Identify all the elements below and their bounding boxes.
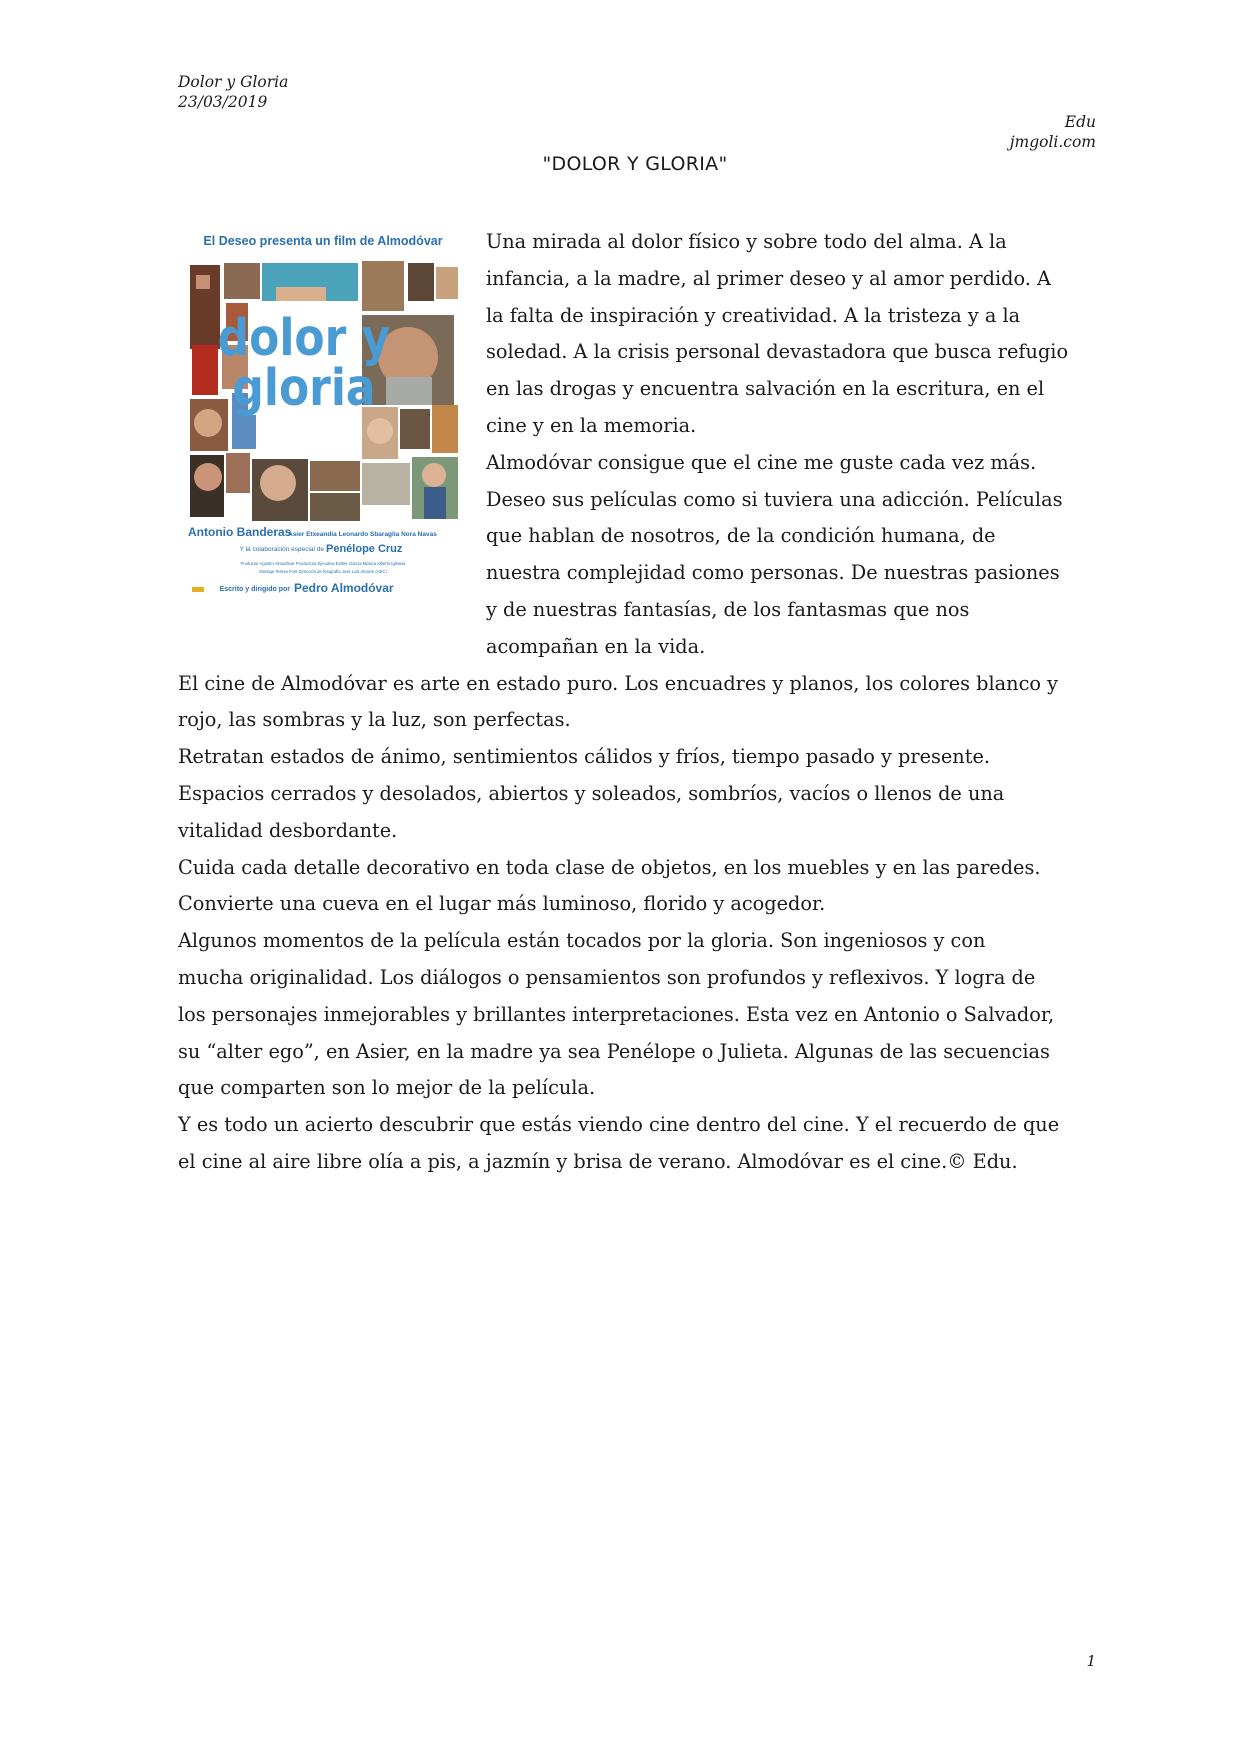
text-line: cine y en la memoria. — [486, 413, 697, 437]
poster-cast-rest: Asier Etxeandia Leonardo Sbaraglia Nora Navas — [288, 531, 437, 538]
text-line: Espacios cerrados y desolados, abiertos y soleados, sombríos, vacíos o llenos de una — [178, 781, 1005, 805]
header-doc-name: Dolor y Gloria — [178, 73, 289, 91]
text-line: y de nuestras fantasías, de los fantasmas que nos — [486, 597, 970, 621]
text-line: Cuida cada detalle decorativo en toda clase de objetos, en los muebles y en las paredes. — [178, 855, 1041, 879]
header-right — [1010, 112, 1096, 152]
page-number: 1 — [1086, 1652, 1096, 1670]
text-line: mucha originalidad. Los diálogos o pensamientos son profundos y reflexivos. Y logra de — [178, 965, 1036, 989]
header-date: 23/03/2019 — [178, 93, 268, 111]
poster-credits-1: Productor Agustín Almodóvar Productora Ejecutiva Esther García Música Alberto Iglesias — [240, 561, 406, 566]
text-line: acompañan en la vida. — [486, 634, 706, 658]
text-line: soledad. A la crisis personal devastadora que busca refugio — [486, 340, 1069, 364]
text-line: su “alter ego”, en Asier, en la madre ya sea Penélope o Julieta. Algunas de las secuencias — [178, 1039, 1050, 1063]
text-line: Deseo sus películas como si tuviera una adicción. Películas — [486, 487, 1063, 511]
text-line: que hablan de nosotros, de la condición humana, de — [486, 524, 996, 548]
main-paragraphs — [178, 666, 1096, 1181]
header-author: Edu — [1064, 113, 1096, 131]
text-line: que comparten son lo mejor de la película. — [178, 1076, 596, 1100]
text-line: Retratan estados de ánimo, sentimientos cálidos y fríos, tiempo pasado y presente. — [178, 745, 991, 769]
poster-cast-main: Antonio Banderas — [188, 525, 292, 539]
header-website: jmgoli.com — [1009, 133, 1096, 151]
document-title: "DOLOR Y GLORIA" — [542, 153, 728, 175]
poster-director: Pedro Almodóvar — [294, 581, 394, 595]
text-line: Convierte una cueva en el lugar más luminoso, florido y acogedor. — [178, 892, 826, 916]
poster-credits-2: Montaje Teresa Font Dirección de fotografía José Luis Alcaine (AEC) — [259, 569, 387, 574]
intro-paragraph — [486, 224, 1096, 666]
text-line: nuestra complejidad como personas. De nuestras pasiones — [486, 561, 1060, 585]
poster-title-line1: dolor y — [217, 309, 391, 368]
text-line: Algunos momentos de la película están tocados por la gloria. Son ingeniosos y con — [178, 929, 986, 953]
poster-tagline: El Deseo presenta un film de Almodóvar — [203, 234, 443, 248]
text-line: Una mirada al dolor físico y sobre todo del alma. A la — [486, 230, 1007, 253]
poster-written-by: Escrito y dirigido por — [219, 586, 290, 593]
text-line: Y es todo un acierto descubrir que estás viendo cine dentro del cine. Y el recuerdo de que — [178, 1113, 1060, 1137]
poster-collab-name: Penélope Cruz — [326, 543, 403, 555]
text-line: vitalidad desbordante. — [178, 818, 398, 842]
text-line: Almodóvar consigue que el cine me guste cada vez más. — [486, 450, 1037, 474]
text-line: en las drogas y encuentra salvación en la escritura, en el — [486, 377, 1045, 401]
text-line: el cine al aire libre olía a pis, a jazmín y brisa de verano. Almodóvar es el cine.© Edu. — [178, 1149, 1018, 1173]
text-line: infancia, a la madre, al primer deseo y al amor perdido. A — [486, 266, 1051, 290]
text-line: rojo, las sombras y la luz, son perfectas. — [178, 708, 571, 732]
poster-collab: Y la colaboración especial de — [239, 546, 324, 553]
article-body — [178, 224, 1096, 1181]
poster-title-line2: gloria — [232, 359, 376, 418]
text-line: los personajes inmejorables y brillantes interpretaciones. Esta vez en Antonio o Salvador, — [178, 1002, 1055, 1026]
text-line: El cine de Almodóvar es arte en estado puro. Los encuadres y planos, los colores blanco y — [178, 671, 1059, 695]
text-line: la falta de inspiración y creatividad. A la tristeza y a la — [486, 303, 1021, 327]
header-left — [178, 72, 288, 112]
